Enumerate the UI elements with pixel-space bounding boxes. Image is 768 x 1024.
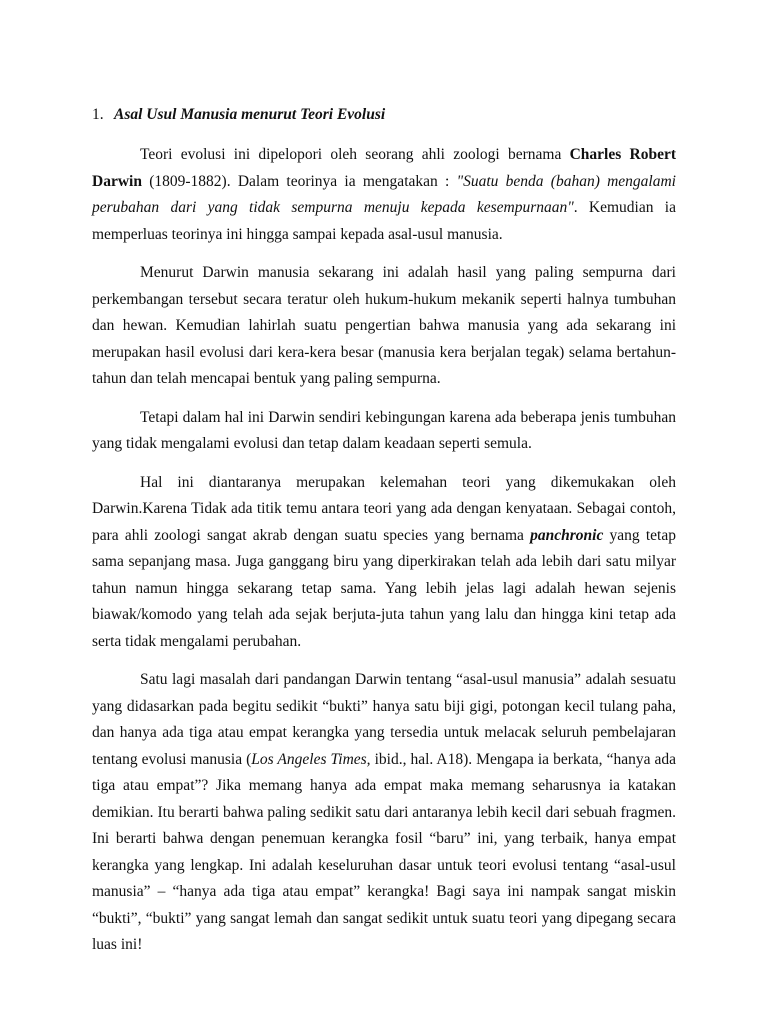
paragraph-5 xyxy=(92,667,676,959)
source-citation: Los Angeles Times, xyxy=(251,750,371,768)
paragraph-1 xyxy=(92,142,676,248)
darwin-quote: "Suatu benda (bahan) mengalami perubahan dari yang tidak sempurna menuju kepada kesempurnaan" xyxy=(92,172,676,216)
paragraph-4 xyxy=(92,470,676,656)
species-name: panchronic xyxy=(530,526,604,544)
paragraph-4-text-b: yang tetap sama sepanjang masa. Juga ganggang biru yang diperkirakan telah ada lebih dari satu milyar tahun namun hingga sekarang tetap sama. Yang lebih jelas lagi adalah hewan sejenis biawak/komodo yang telah ada sejak berjuta-juta tahun yang lalu dan hingga kini tetap ada serta tidak mengalami perubahan. xyxy=(92,526,676,650)
paragraph-3: Tetapi dalam hal ini Darwin sendiri kebingungan karena ada beberapa jenis tumbuhan yang tidak mengalami evolusi dan tetap dalam keadaan seperti semula. xyxy=(92,408,676,452)
section-heading xyxy=(92,103,676,127)
document-page xyxy=(92,103,676,971)
paragraph-5-text-b: ibid., hal. A18). Mengapa ia berkata, “hanya ada tiga atau empat”? Jika memang hanya ada empat maka memang seharusnya ia katakan demikian. Itu berarti bahwa paling sedikit satu dari antaranya lebih kecil dari sebuah fragmen. Ini berarti bahwa dengan penemuan kerangka fosil “baru” ini, yang terbaik, hanya empat kerangka yang lengkap. Ini adalah keseluruhan dasar untuk teori evolusi tentang “asal-usul manusia” – “hanya ada tiga atau empat” kerangka! Bagi saya ini nampak sangat miskin “bukti”, “bukti” yang sangat lemah dan sangat sedikit untuk suatu teori yang dipegang secara luas ini! xyxy=(92,750,676,953)
paragraph-1-text-b: (1809-1882). Dalam teorinya ia mengatakan : xyxy=(141,172,457,190)
darwin-name: Charles Robert Darwin xyxy=(92,146,676,190)
paragraph-2: Menurut Darwin manusia sekarang ini adalah hasil yang paling sempurna dari perkembangan tersebut secara teratur oleh hukum-hukum mekanik seperti halnya tumbuhan dan hewan. Kemudian lahirlah suatu pengertian bahwa manusia yang ada sekarang ini merupakan hasil evolusi dari kera-kera besar (manusia kera berjalan tegak) selama bertahun-tahun dan telah mencapai bentuk yang paling sempurna. xyxy=(92,264,676,387)
paragraph-4-text-a: Hal ini diantaranya merupakan kelemahan teori yang dikemukakan oleh Darwin.Karena Tidak ada titik temu antara teori yang ada dengan kenyataan. Sebagai contoh, para ahli zoologi sangat akrab dengan suatu species yang bernama xyxy=(92,473,676,544)
paragraph-1-text-c: . Kemudian ia memperluas teorinya ini hingga sampai kepada asal-usul manusia. xyxy=(92,199,676,243)
section-title: Asal Usul Manusia menurut Teori Evolusi xyxy=(114,106,386,123)
section-number: 1. xyxy=(92,106,104,123)
paragraph-5-text-a: Satu lagi masalah dari pandangan Darwin tentang “asal-usul manusia” adalah sesuatu yang didasarkan pada begitu sedikit “bukti” hanya satu biji gigi, potongan kecil tulang paha, dan hanya ada tiga atau empat kerangka yang tersedia untuk melacak seluruh pembelajaran tentang evolusi manusia ( xyxy=(92,671,676,768)
paragraph-1-text-a: Teori evolusi ini dipelopori oleh seorang ahli zoologi bernama xyxy=(140,146,570,163)
